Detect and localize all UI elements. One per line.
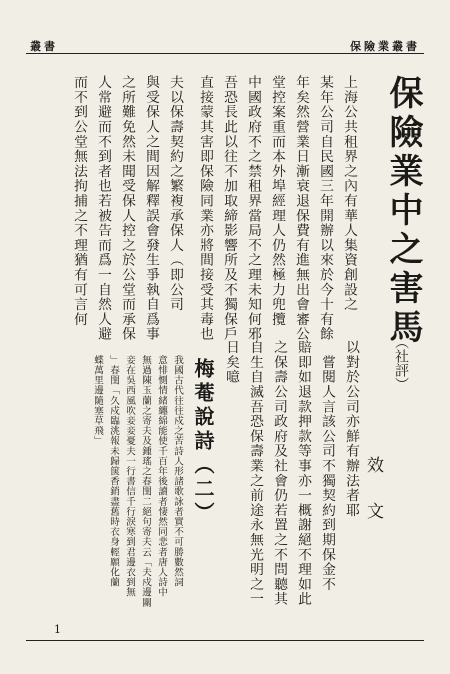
article-line: 之所難免然未聞受保人控之於公堂而承保	[119, 75, 135, 342]
article-title: 保險業中之害馬	[383, 75, 423, 348]
poem-line: 無過陳玉蘭之寄夫及鍾瑤之春閨二絕句寄夫云「夫戍邊關	[140, 355, 151, 608]
article-line: 堂控案重而本外埠經理人仍然極力兜攬	[269, 75, 285, 327]
article-line: 而不到公堂無法拘捕之不理猶有可言何	[71, 75, 87, 327]
poem-line: 」春閨「久戍臨洮報未歸箧香銷盡舊時衣身輕願化蘭	[108, 355, 119, 588]
page-number: 1	[54, 623, 61, 636]
article-line: 之保壽公司政府及社會仍若置之不問聽其	[271, 340, 287, 607]
poem-line: 意悱惻情緒纏綿能使千百年後讀者悽然同悲者唐人詩中	[156, 355, 167, 598]
header-rule	[26, 53, 424, 54]
article-line: 年矣然營業日漸衰退保費有進無出會審公	[293, 75, 309, 342]
poem-line: 我國古代往往戍之苦詩人形諸歌詠者實不可勝數然詞	[172, 355, 183, 588]
article-line: 某年公司自民國三年開辦以來於今十有餘	[317, 75, 333, 342]
poem-line: 妾在吳西風吹妾妾憂夫一行書信千行淚寒到君邊衣到無	[124, 355, 135, 598]
article-line: 賠即如退款押款等事亦一概謝絕不理如此	[295, 340, 311, 607]
running-header-left: 叢書	[30, 40, 58, 53]
author-name: 效 文	[363, 456, 383, 525]
article-line: 日矣噫	[223, 340, 239, 385]
article-line: 夫以保壽契約之繁複承保人（即公司	[167, 75, 183, 312]
poem-title: 梅菴說詩（二）	[191, 358, 215, 526]
running-header-right: 保險業叢書	[350, 40, 420, 53]
article-line: 人常避而不到者也若被告而爲一自然人避	[95, 75, 111, 342]
article-line: 與受保人之間因解釋誤會發生爭執自爲事	[143, 75, 159, 342]
article-tag: （社評）	[393, 335, 409, 391]
article-line: 吾恐長此以往不加取締影響所及不獨保戶	[221, 75, 237, 342]
footer-rule	[26, 640, 424, 641]
poem-line: 蝶萬里邊隨塞草飛」	[92, 355, 103, 446]
article-line: 直接蒙其害即保險同業亦將間接受其毒也	[197, 75, 213, 342]
article-line: 上海公共租界之內有華人集資創設之	[341, 75, 357, 312]
article-line: 嘗閱人言該公司不獨契約到期保金不	[319, 340, 335, 592]
article-line: 中國政府不之禁租界當局不之理未知何邪	[245, 75, 261, 342]
article-line: 自生自滅吾恐保壽業之前途永無光明之一	[247, 340, 263, 607]
article-line: 以對於公司亦鮮有辦法者耶	[343, 340, 359, 518]
